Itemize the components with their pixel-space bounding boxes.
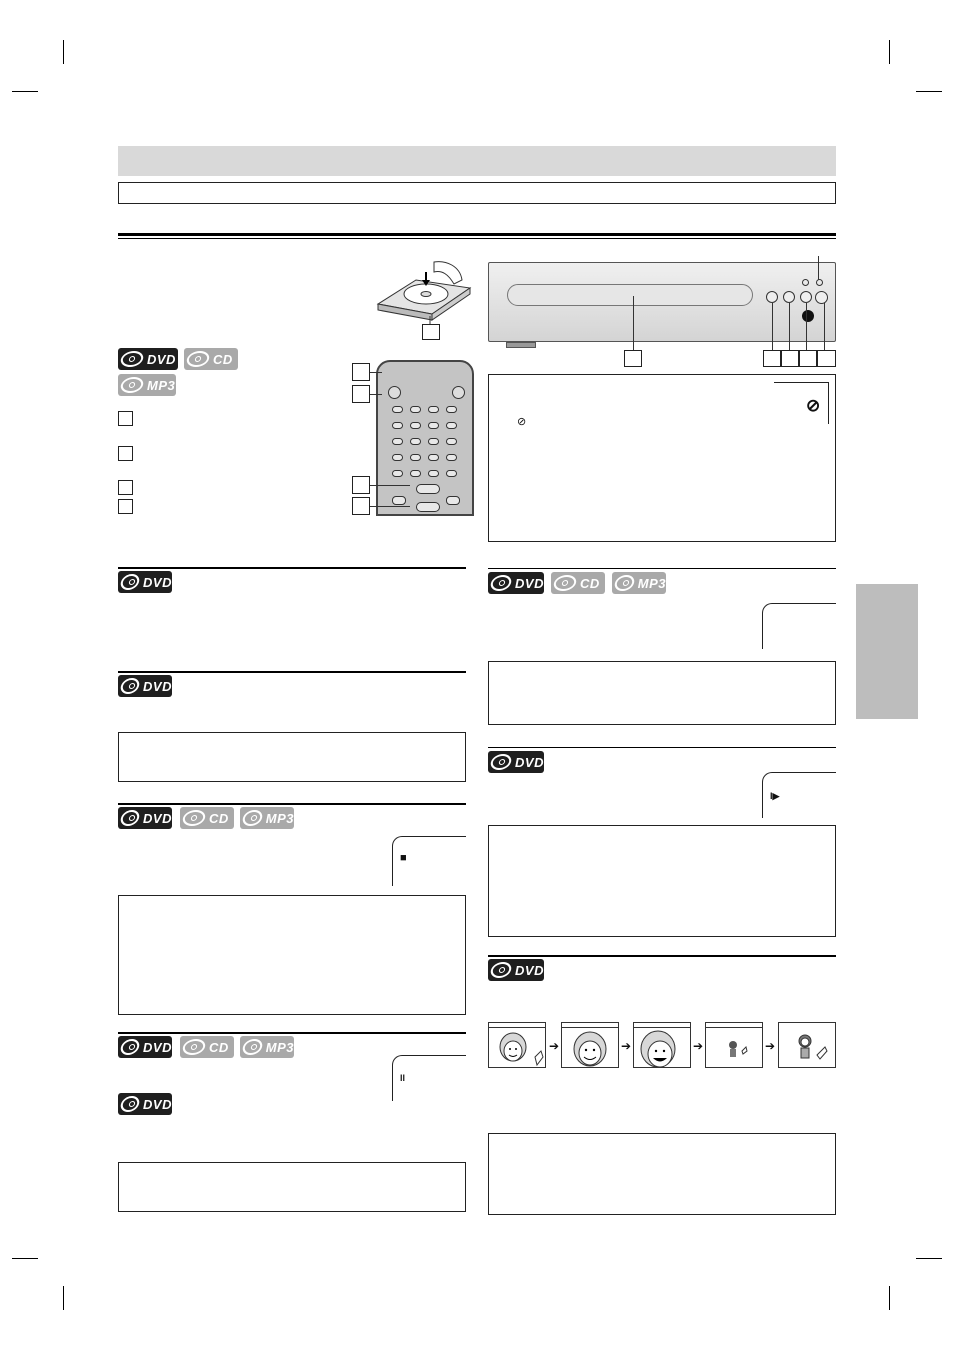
prohibited-icon: ⊘ <box>806 396 821 415</box>
dvd-label: DVD <box>143 810 172 826</box>
step-number-box <box>118 411 133 426</box>
page-subheader-box <box>118 182 836 204</box>
open-close-button <box>452 386 465 399</box>
callout-leader <box>818 256 819 280</box>
number-key <box>410 422 421 429</box>
small-figure-illustration <box>706 1023 763 1068</box>
fast-forward-key <box>446 496 460 505</box>
note-box <box>488 825 836 937</box>
mp3-label: MP3 <box>147 377 176 393</box>
face-illustration <box>634 1023 691 1068</box>
dvd-disc-logo <box>488 959 544 981</box>
step-number-box <box>118 480 133 495</box>
dvd-label: DVD <box>515 575 544 591</box>
number-key <box>428 406 439 413</box>
skip-button <box>783 291 795 303</box>
disc-icon <box>185 351 211 367</box>
step-number-box <box>118 446 133 461</box>
section-divider <box>488 747 836 748</box>
crop-mark <box>63 1286 64 1310</box>
number-key <box>392 422 403 429</box>
cd-label: CD <box>209 810 229 826</box>
callout-leader <box>370 372 382 373</box>
section-rule-thin <box>118 238 836 239</box>
callout-leader <box>633 296 634 350</box>
number-key <box>428 454 439 461</box>
onscreen-display-frame <box>762 603 836 649</box>
disc-icon <box>181 1039 207 1055</box>
callout-leader <box>772 303 773 350</box>
number-key <box>392 438 403 445</box>
section-divider <box>118 1032 466 1034</box>
step-icon: I▶ <box>770 791 780 801</box>
dvd-label: DVD <box>147 351 176 367</box>
note-box <box>118 1162 466 1212</box>
disc-insert-illustration <box>376 258 472 324</box>
callout-box <box>817 350 836 367</box>
disc-icon <box>241 810 264 826</box>
remote-control-illustration <box>376 360 474 516</box>
prohibited-icon: ⊘ <box>517 416 527 428</box>
callout-box <box>781 350 799 367</box>
section-divider <box>118 803 466 805</box>
face-illustration <box>489 1023 546 1068</box>
mp3-disc-logo <box>240 1036 294 1058</box>
dvd-label: DVD <box>143 1096 172 1112</box>
step-number-box <box>118 499 133 514</box>
mp3-label: MP3 <box>265 810 294 826</box>
play-key <box>416 484 440 494</box>
arrow-right-icon: ➔ <box>765 1039 776 1053</box>
disc-icon <box>181 810 207 826</box>
number-key <box>410 438 421 445</box>
remote-sensor <box>816 279 823 286</box>
frame-illustration <box>561 1022 619 1068</box>
crop-mark <box>63 40 64 64</box>
callout-leader <box>789 303 790 350</box>
power-button <box>388 386 401 399</box>
disc-icon <box>489 962 513 978</box>
section-divider <box>118 671 466 673</box>
skip-button <box>766 291 778 303</box>
callout-leader <box>370 394 382 395</box>
stop-button <box>800 291 812 303</box>
mp3-label: MP3 <box>637 575 666 591</box>
skip-forward-key <box>446 470 457 477</box>
disc-tray-slot <box>507 284 753 306</box>
number-key <box>428 422 439 429</box>
frame-illustration <box>488 1022 546 1068</box>
dvd-label: DVD <box>143 1039 172 1055</box>
disc-icon <box>119 377 145 393</box>
disc-icon <box>552 575 578 591</box>
callout-box <box>624 350 642 367</box>
disc-icon <box>119 351 145 367</box>
number-key <box>392 454 403 461</box>
number-key <box>446 406 457 413</box>
number-key <box>446 438 457 445</box>
cd-label: CD <box>213 351 233 367</box>
dvd-label: DVD <box>143 574 172 590</box>
disc-icon <box>119 1096 141 1112</box>
callout-box <box>352 385 370 403</box>
dvd-disc-logo <box>118 675 172 697</box>
frame-illustration <box>778 1022 836 1068</box>
number-key <box>392 406 403 413</box>
callout-leader <box>370 485 410 486</box>
dvd-disc-logo <box>118 348 178 370</box>
number-key <box>410 454 421 461</box>
callout-box <box>763 350 781 367</box>
section-divider <box>118 567 466 569</box>
cd-disc-logo <box>180 1036 234 1058</box>
callout-box <box>352 476 370 494</box>
transport-key <box>392 470 403 477</box>
stop-key <box>416 502 440 512</box>
crop-mark <box>916 91 942 92</box>
disc-icon <box>489 754 513 770</box>
dvd-disc-logo <box>118 571 172 593</box>
skip-back-key <box>428 470 439 477</box>
dvd-label: DVD <box>515 962 544 978</box>
crop-mark <box>889 40 890 64</box>
section-divider <box>488 955 836 957</box>
mp3-label: MP3 <box>265 1039 294 1055</box>
onscreen-frame-top <box>774 382 829 383</box>
callout-box <box>422 324 440 340</box>
disc-icon <box>119 678 141 694</box>
cd-label: CD <box>209 1039 229 1055</box>
rewind-key <box>392 496 406 505</box>
disc-icon <box>119 810 141 826</box>
arrow-right-icon: ➔ <box>693 1039 704 1053</box>
cd-disc-logo <box>184 348 238 370</box>
mp3-disc-logo <box>612 572 666 594</box>
stop-icon: ■ <box>400 852 407 864</box>
power-button <box>802 310 814 322</box>
crop-mark <box>889 1286 890 1310</box>
note-box <box>118 732 466 782</box>
mp3-disc-logo <box>118 374 176 396</box>
arrow-right-icon: ➔ <box>549 1039 560 1053</box>
dvd-disc-logo <box>118 807 172 829</box>
dvd-disc-logo <box>118 1036 172 1058</box>
dvd-disc-logo <box>118 1093 172 1115</box>
number-key <box>428 438 439 445</box>
crop-mark <box>12 1258 38 1259</box>
callout-leader <box>824 303 825 350</box>
side-chapter-tab <box>856 584 918 719</box>
disc-icon <box>241 1039 264 1055</box>
player-base <box>506 342 536 348</box>
crop-mark <box>12 91 38 92</box>
frame-illustration <box>705 1022 763 1068</box>
disc-icon <box>489 575 513 591</box>
callout-box <box>799 350 817 367</box>
pause-key <box>410 470 421 477</box>
crop-mark <box>916 1258 942 1259</box>
dvd-label: DVD <box>515 754 544 770</box>
onscreen-display-frame <box>774 382 829 424</box>
small-figure-illustration <box>779 1023 836 1068</box>
disc-icon <box>613 575 636 591</box>
callout-leader <box>806 303 807 350</box>
cd-disc-logo <box>551 572 605 594</box>
arrow-right-icon: ➔ <box>621 1039 632 1053</box>
dvd-disc-logo <box>488 751 544 773</box>
dvd-label: DVD <box>143 678 172 694</box>
note-box <box>488 1133 836 1215</box>
disc-icon <box>119 574 141 590</box>
pause-icon: ll <box>400 1073 406 1083</box>
callout-box <box>352 497 370 515</box>
cd-label: CD <box>580 575 600 591</box>
number-key <box>410 406 421 413</box>
cd-disc-logo <box>180 807 234 829</box>
play-button <box>815 291 828 304</box>
note-box <box>118 895 466 1015</box>
page-header-band <box>118 146 836 176</box>
callout-box <box>352 363 370 381</box>
callout-leader <box>370 506 410 507</box>
note-box <box>488 661 836 725</box>
mp3-disc-logo <box>240 807 294 829</box>
frame-illustration <box>633 1022 691 1068</box>
dvd-disc-logo <box>488 572 544 594</box>
number-key <box>446 454 457 461</box>
face-illustration <box>562 1023 619 1068</box>
standby-indicator <box>802 279 809 286</box>
section-divider <box>488 568 836 569</box>
disc-icon <box>119 1039 141 1055</box>
number-key <box>446 422 457 429</box>
section-rule <box>118 233 836 236</box>
